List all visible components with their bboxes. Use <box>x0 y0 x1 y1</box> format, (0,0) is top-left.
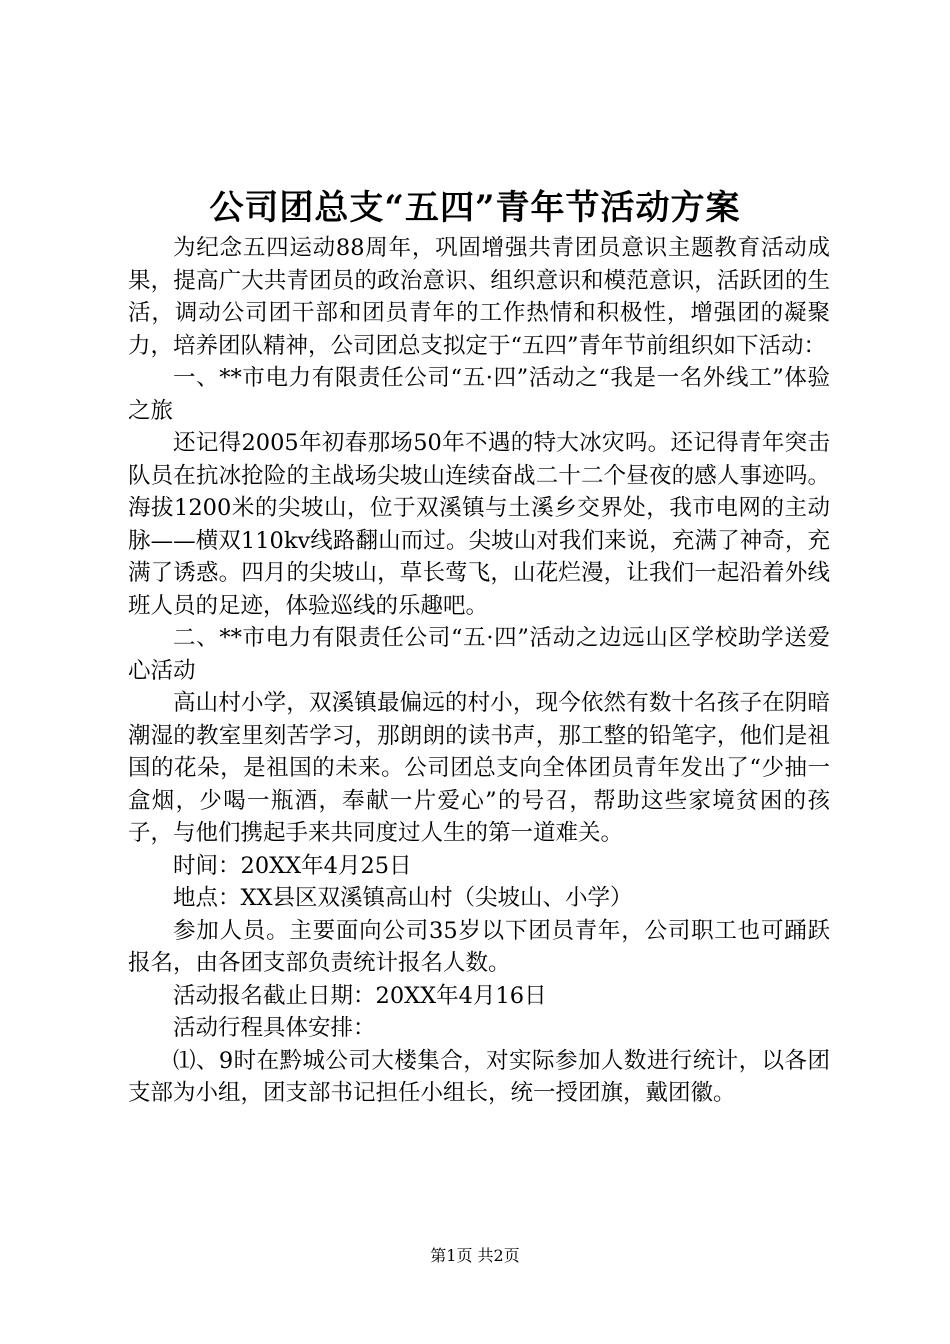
event-time: 时间：20XX年4月25日 <box>173 852 412 879</box>
intro-paragraph: 为纪念五四运动88周年，巩固增强共青团员意识主题教育活动成果，提高广大共青团员的政治意识、组织意识和模范意识，活跃团的生活，调动公司团干部和团员青年的工作热情和积极性，增强团的凝聚力，培养团队精神，公司团总支拟定于“五四”青年节前组织如下活动： <box>128 235 830 359</box>
schedule-heading: 活动行程具体安排： <box>173 1015 376 1041</box>
page-footer: 第1页 共2页 <box>430 1246 520 1265</box>
schedule-item-1: ⑴、9时在黔城公司大楼集合，对实际参加人数进行统计，以各团支部为小组，团支部书记担任小组长，统一授团旗，戴团徽。 <box>128 1047 830 1106</box>
section-2-paragraph: 高山村小学，双溪镇最偏远的村小，现今依然有数十名孩子在阴暗潮湿的教室里刻苦学习，那朗朗的读书声，那工整的铅笔字，他们是祖国的花朵，是祖国的未来。公司团总支向全体团员青年发出了“少抽一盒烟，少喝一瓶酒，奉献一片爱心”的号召，帮助这些家境贫困的孩子，与他们携起手来共同度过人生的第一道难关。 <box>128 690 830 846</box>
registration-deadline: 活动报名截止日期：20XX年4月16日 <box>173 982 547 1009</box>
document-title: 公司团总支“五四”青年节活动方案 <box>209 188 741 228</box>
event-location: 地点：XX县区双溪镇高山村（尖坡山、小学） <box>173 885 633 911</box>
event-participants: 参加人员。主要面向公司35岁以下团员青年，公司职工也可踊跃报名，由各团支部负责统计报名人数。 <box>128 917 830 976</box>
section-heading-1: 一、**市电力有限责任公司“五·四”活动之“我是一名外线工”体验之旅 <box>128 365 830 424</box>
section-1-paragraph: 还记得2005年初春那场50年不遇的特大冰灾吗。还记得青年突击队员在抗冰抢险的主战场尖坡山连续奋战二十二个昼夜的感人事迹吗。海拔1200米的尖坡山，位于双溪镇与土溪乡交界处，我市电网的主动脉——横双110kv线路翻山而过。尖坡山对我们来说，充满了神奇，充满了诱惑。四月的尖坡山，草长莺飞，山花烂漫，让我们一起沿着外线班人员的足迹，体验巡线的乐趣吧。 <box>128 430 830 619</box>
document-body <box>128 232 830 1110</box>
section-heading-2: 二、**市电力有限责任公司“五·四”活动之边远山区学校助学送爱心活动 <box>128 625 830 684</box>
